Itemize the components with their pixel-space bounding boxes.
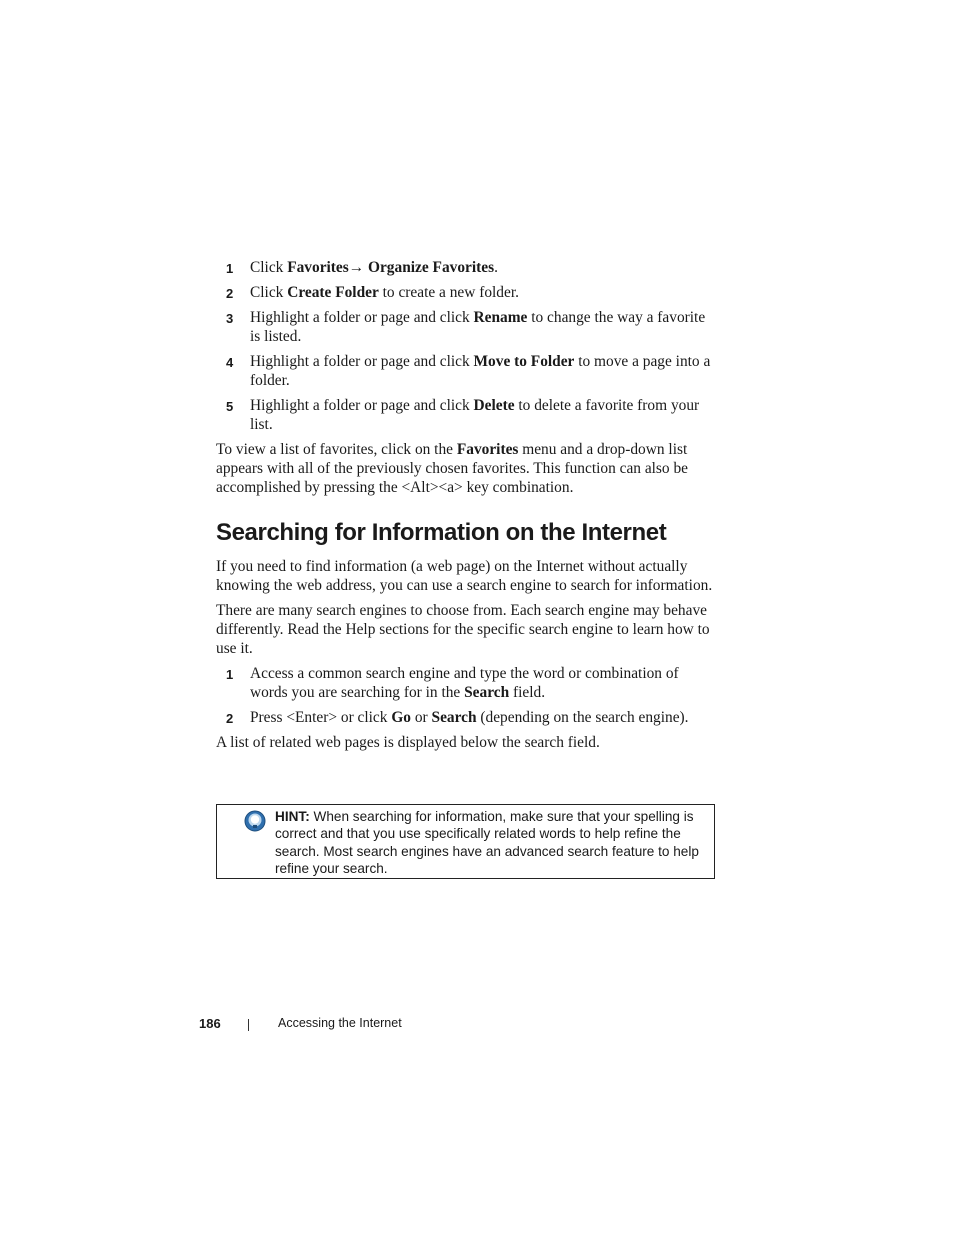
ui-term: Search: [464, 684, 510, 701]
footer-divider: [248, 1019, 249, 1031]
step-text: [250, 259, 498, 276]
ui-term: Organize Favorites: [368, 259, 495, 276]
hint-box: [216, 804, 715, 879]
hint-text: [275, 808, 709, 877]
step-number: 1: [226, 667, 234, 682]
step-item: [216, 283, 716, 302]
hint-label: HINT:: [275, 809, 310, 824]
text-run: Press <Enter> or click: [250, 709, 392, 726]
step-number: 2: [226, 286, 234, 301]
search-steps-list: [216, 664, 716, 727]
results-paragraph: A list of related web pages is displayed below the search field.: [216, 734, 600, 751]
text-run: to move a page into a folder.: [250, 353, 711, 389]
text-run: Highlight a folder or page and click: [250, 309, 474, 326]
hint-bulb-icon: [244, 810, 266, 832]
ui-term: Move to Folder: [473, 353, 575, 370]
text-run: →: [348, 259, 368, 276]
text-run: Access a common search engine and type the word or combination of words you are searching for in the: [250, 665, 679, 701]
step-item: [216, 258, 716, 277]
text-run: Click: [250, 284, 288, 301]
step-text: [250, 665, 679, 701]
ui-term: Create Folder: [287, 284, 379, 301]
step-number: 1: [226, 261, 234, 276]
ui-term: Favorites: [287, 259, 349, 276]
text-run: menu and a drop-down list appears with all of the previously chosen favorites. This function can also be accomplished by pressing the <Alt><a> key combination.: [216, 441, 688, 496]
text-run: to delete a favorite from your list.: [250, 397, 700, 433]
text-run: Click: [250, 259, 288, 276]
step-item: [216, 352, 716, 390]
section-heading: Searching for Information on the Internet: [216, 519, 667, 546]
step-text: [250, 709, 689, 726]
page-content: [216, 258, 716, 758]
step-text: [250, 309, 705, 345]
ui-term: Search: [431, 709, 477, 726]
step-number: 3: [226, 311, 234, 326]
step-number: 2: [226, 711, 234, 726]
ui-term: Rename: [473, 309, 528, 326]
favorites-paragraph: [216, 440, 716, 497]
step-text: [250, 284, 519, 301]
step-number: 5: [226, 399, 234, 414]
footer-chapter-title: Accessing the Internet: [278, 1016, 402, 1030]
search-intro-paragraph: If you need to find information (a web page) on the Internet without actually knowing the web address, you can use a search engine to search for information.: [216, 558, 713, 594]
step-item: [216, 308, 716, 346]
text-run: Highlight a folder or page and click: [250, 353, 474, 370]
step-text: [250, 353, 710, 389]
ui-term: Delete: [473, 397, 515, 414]
hint-body: When searching for information, make sure that your spelling is correct and that you use specifically related words to help refine the search. Most search engines have an advanced search feature to help refine your search.: [275, 809, 699, 876]
step-item: [216, 664, 716, 702]
text-run: to change the way a favorite is listed.: [250, 309, 706, 345]
text-run: or: [410, 709, 432, 726]
text-run: To view a list of favorites, click on the: [216, 441, 457, 458]
ui-term: Favorites: [456, 441, 519, 458]
page-number: 186: [199, 1016, 221, 1031]
text-run: Highlight a folder or page and click: [250, 397, 474, 414]
step-number: 4: [226, 355, 234, 370]
search-engines-paragraph: There are many search engines to choose from. Each search engine may behave differently. Read the Help sections for the specific search engine to learn how to use it.: [216, 602, 710, 657]
text-run: (depending on the search engine).: [476, 709, 689, 726]
text-run: .: [494, 259, 498, 276]
step-item: [216, 708, 716, 727]
step-text: [250, 397, 699, 433]
favorites-steps-list: [216, 258, 716, 434]
step-item: [216, 396, 716, 434]
ui-term: Go: [391, 709, 411, 726]
text-run: to create a new folder.: [378, 284, 519, 301]
text-run: field.: [509, 684, 546, 701]
